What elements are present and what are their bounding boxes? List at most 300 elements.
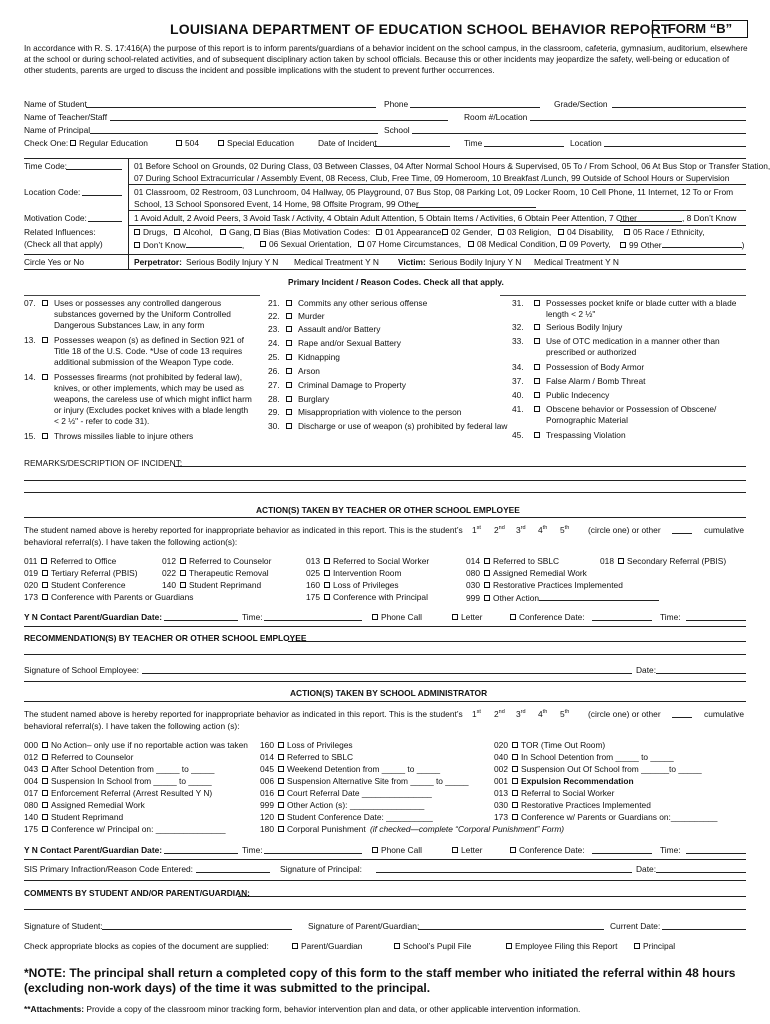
attachments-label: **Attachments: xyxy=(24,1004,85,1014)
copy-parent-checkbox[interactable] xyxy=(292,943,298,949)
incident-checkbox[interactable] xyxy=(534,324,540,330)
teacher-time-input[interactable] xyxy=(264,612,362,621)
action-label: Enforcement Referral (Arrest Resulted Y N) xyxy=(50,788,213,798)
action-checkbox[interactable] xyxy=(42,778,48,784)
grade-label: Grade/Section xyxy=(554,99,608,109)
incident-24 xyxy=(268,338,510,349)
teacher-letter-label: Letter xyxy=(461,612,483,622)
incident-text: Kidnapping xyxy=(298,352,340,362)
action-label: Secondary Referral (PBIS) xyxy=(626,556,727,566)
action-label: Tertiary Referral (PBIS) xyxy=(50,568,138,578)
ordinal-2[interactable]: 2nd xyxy=(494,525,505,535)
action-checkbox[interactable] xyxy=(42,790,48,796)
principal-date-input[interactable] xyxy=(656,864,746,873)
action-label: Suspension Alternative Site from _____ to _____ xyxy=(286,776,469,786)
principal-signature-label: Signature of Principal: xyxy=(280,864,362,874)
admin-action-140 xyxy=(24,812,123,823)
recommendations-input[interactable] xyxy=(288,633,746,642)
teacher-conf-checkbox[interactable] xyxy=(510,614,516,620)
teacher-input[interactable] xyxy=(110,112,448,121)
teacher-letter-checkbox[interactable] xyxy=(452,614,458,620)
ordinal-4[interactable]: 4th xyxy=(538,525,548,535)
primary-header: Primary Incident / Reason Codes. Check all that apply. xyxy=(288,277,504,287)
action-code: 001 xyxy=(494,776,508,786)
incident-text: Possession of Body Armor xyxy=(546,362,645,372)
circle-label: Circle Yes or No xyxy=(24,257,85,267)
admin-action-173 xyxy=(494,812,717,823)
parent-signature-label: Signature of Parent/Guardian: xyxy=(308,921,420,931)
incident-code: 31. xyxy=(512,298,524,308)
action-label: Court Referral Date _______________ xyxy=(286,788,432,798)
teacher-action-018 xyxy=(600,556,726,567)
home-checkbox[interactable] xyxy=(358,241,364,247)
action-code: 002 xyxy=(494,764,508,774)
action-code: 016 xyxy=(260,788,274,798)
admin-action-040 xyxy=(494,752,674,763)
action-code: 013 xyxy=(494,788,508,798)
remarks-input[interactable] xyxy=(174,458,746,467)
action-checkbox[interactable] xyxy=(618,558,624,564)
religion-label: 03 Religion, xyxy=(507,227,552,237)
incident-checkbox[interactable] xyxy=(42,300,48,306)
incident-text: Public Indecency xyxy=(546,390,610,400)
special-label: Special Education xyxy=(227,138,295,148)
action-code: 019 xyxy=(24,568,38,578)
admin-ordinal-3[interactable]: 3rd xyxy=(516,709,526,719)
action-label: Referred to SBLC xyxy=(286,752,354,762)
action-checkbox[interactable] xyxy=(278,802,284,808)
action-checkbox[interactable] xyxy=(42,594,48,600)
incident-28 xyxy=(268,394,510,405)
action-code: 030 xyxy=(466,580,480,590)
other-action-input[interactable] xyxy=(539,592,659,601)
time-code-input[interactable] xyxy=(66,161,122,170)
action-checkbox[interactable] xyxy=(484,570,490,576)
incident-40 xyxy=(512,390,750,401)
action-checkbox[interactable] xyxy=(42,766,48,772)
admin-time2-input[interactable] xyxy=(686,845,746,854)
incident-checkbox[interactable] xyxy=(534,378,540,384)
incident-26 xyxy=(268,366,510,377)
incident-text: Murder xyxy=(298,311,325,321)
admin-contact-label: Y N Contact Parent/Guardian Date: xyxy=(24,845,163,855)
motivation-other-input[interactable] xyxy=(620,213,682,222)
time-input[interactable] xyxy=(484,138,564,147)
incident-34 xyxy=(512,362,750,373)
action-code: 030 xyxy=(494,800,508,810)
current-date-label: Current Date: xyxy=(610,921,661,931)
phone-label: Phone xyxy=(384,99,409,109)
action-checkbox[interactable] xyxy=(278,766,284,772)
admin-phone-checkbox[interactable] xyxy=(372,847,378,853)
incident-checkbox[interactable] xyxy=(534,432,540,438)
incident-checkbox[interactable] xyxy=(286,300,292,306)
incident-checkbox[interactable] xyxy=(286,382,292,388)
incident-checkbox[interactable] xyxy=(534,364,540,370)
teacher-time2-input[interactable] xyxy=(686,612,746,621)
admin-time-input[interactable] xyxy=(264,845,362,854)
copy-principal-label: Principal xyxy=(643,941,676,951)
action-label: Other Action xyxy=(492,593,540,603)
incident-code: 21. xyxy=(268,298,280,308)
incident-code: 45. xyxy=(512,430,524,440)
other-influence-input[interactable] xyxy=(662,239,742,248)
location-other-input[interactable] xyxy=(416,199,536,208)
action-checkbox[interactable] xyxy=(512,814,518,820)
incident-code: 23. xyxy=(268,324,280,334)
copy-principal-checkbox[interactable] xyxy=(634,943,640,949)
admin-cumulative: cumulative xyxy=(704,709,745,719)
action-label: Conference w/ Principal on: _______________ xyxy=(50,824,226,834)
date-incident-input[interactable] xyxy=(374,138,450,147)
incident-checkbox[interactable] xyxy=(286,340,292,346)
action-code: 040 xyxy=(494,752,508,762)
check-one-label: Check One: xyxy=(24,138,69,148)
504-label: 504 xyxy=(185,138,199,148)
action-label: Loss of Privileges xyxy=(332,580,399,590)
religion-checkbox[interactable] xyxy=(498,229,504,235)
admin-intro-1: The student named above is hereby reported for inappropriate behavior as indicated in this report. This is the student’s xyxy=(24,709,463,719)
drugs-label: Drugs, xyxy=(143,227,168,237)
room-input[interactable] xyxy=(530,112,746,121)
action-label: Loss of Privileges xyxy=(286,740,353,750)
teacher-action-080 xyxy=(466,568,587,579)
sis-input[interactable] xyxy=(196,864,270,873)
remarks-label: REMARKS/DESCRIPTION OF INCIDENT: xyxy=(24,458,183,468)
gang-checkbox[interactable] xyxy=(220,229,226,235)
poverty-checkbox[interactable] xyxy=(560,241,566,247)
action-code: 043 xyxy=(24,764,38,774)
action-label: Conference w/ Parents or Guardians on:__________ xyxy=(520,812,718,822)
appearance-checkbox[interactable] xyxy=(376,229,382,235)
bias-checkbox[interactable] xyxy=(254,229,260,235)
admin-conf-checkbox[interactable] xyxy=(510,847,516,853)
action-label: Conference with Principal xyxy=(332,592,428,602)
incident-code: 33. xyxy=(512,336,524,346)
action-code: 020 xyxy=(494,740,508,750)
action-code: 014 xyxy=(260,752,274,762)
action-checkbox[interactable] xyxy=(324,570,330,576)
admin-action-999 xyxy=(260,800,424,811)
incident-text: Discharge or use of weapon (s) prohibited by federal law xyxy=(298,421,508,431)
incident-code: 26. xyxy=(268,366,280,376)
incident-30 xyxy=(268,421,510,432)
action-checkbox[interactable] xyxy=(324,582,330,588)
teacher-phone-label: Phone Call xyxy=(381,612,422,622)
action-checkbox[interactable] xyxy=(484,558,490,564)
incident-22 xyxy=(268,311,510,322)
teacher-action-011 xyxy=(24,556,116,567)
dont-know-input[interactable] xyxy=(186,239,242,248)
student-name-input[interactable] xyxy=(86,99,376,108)
grade-input[interactable] xyxy=(612,99,746,108)
incident-checkbox[interactable] xyxy=(534,392,540,398)
student-signature-input[interactable] xyxy=(102,921,292,930)
incident-code: 30. xyxy=(268,421,280,431)
principal-label: Name of Principal xyxy=(24,125,91,135)
ordinal-1[interactable]: 1st xyxy=(472,525,481,535)
action-label: Referral to Social Worker xyxy=(520,788,615,798)
incident-27 xyxy=(268,380,510,391)
action-label: Suspension Out Of School from ______to _____ xyxy=(520,764,702,774)
teacher-intro-2: behavioral referral(s). I have taken the following action(s): xyxy=(24,537,238,547)
incident-checkbox[interactable] xyxy=(286,409,292,415)
action-label: Referred to Office xyxy=(50,556,117,566)
incident-07 xyxy=(24,298,256,331)
action-checkbox[interactable] xyxy=(324,594,330,600)
admin-ordinal-1[interactable]: 1st xyxy=(472,709,481,719)
action-label: Suspension In School from _____ to _____ xyxy=(50,776,212,786)
other-influence-checkbox[interactable] xyxy=(620,242,626,248)
location-code-label: Location Code: xyxy=(24,187,81,197)
medical-checkbox[interactable] xyxy=(468,241,474,247)
teacher-action-020 xyxy=(24,580,125,591)
admin-intro-2: behavioral referral(s). I have taken the following action (s): xyxy=(24,721,240,731)
race-label: 05 Race / Ethnicity, xyxy=(633,227,705,237)
perp-mt[interactable]: Medical Treatment Y N xyxy=(294,257,379,267)
incident-32 xyxy=(512,322,750,333)
location-codes-line2: School, 13 School Sponsored Event, 14 Home, 98 Offsite Program, 99 Other xyxy=(134,199,419,209)
incident-text: Possesses firearms (not prohibited by federal law), knives, or other implements, which may be used as weapons, the careless use of which might inflict harm or injury (Excludes pocket knives with a blade length < 2 ½" - refer to code 31). xyxy=(54,372,252,426)
incident-21 xyxy=(268,298,510,309)
action-checkbox[interactable] xyxy=(512,778,518,784)
victim-mt[interactable]: Medical Treatment Y N xyxy=(534,257,619,267)
employee-date-input[interactable] xyxy=(656,665,746,674)
action-label: Student Conference xyxy=(50,580,126,590)
incident-text: Arson xyxy=(298,366,320,376)
action-code: 999 xyxy=(466,593,480,603)
admin-section-header: ACTION(S) TAKEN BY SCHOOL ADMINISTRATOR xyxy=(290,688,488,698)
teacher-action-999 xyxy=(466,592,659,604)
action-checkbox[interactable] xyxy=(180,558,186,564)
date-incident-label: Date of Incident xyxy=(318,138,377,148)
incident-checkbox[interactable] xyxy=(286,396,292,402)
incident-code: 07. xyxy=(24,298,36,308)
action-label: Weekend Detention from _____ to _____ xyxy=(286,764,441,774)
incident-checkbox[interactable] xyxy=(42,374,48,380)
incident-checkbox[interactable] xyxy=(534,300,540,306)
action-checkbox[interactable] xyxy=(42,754,48,760)
incident-checkbox[interactable] xyxy=(286,368,292,374)
action-code: 020 xyxy=(24,580,38,590)
comments-input[interactable] xyxy=(238,888,746,897)
comments-label: COMMENTS BY STUDENT AND/OR PARENT/GUARDIAN: xyxy=(24,888,250,898)
action-code: 011 xyxy=(24,556,38,566)
school-input[interactable] xyxy=(412,125,746,134)
copy-employee-checkbox[interactable] xyxy=(506,943,512,949)
action-checkbox[interactable] xyxy=(512,802,518,808)
action-checkbox[interactable] xyxy=(41,558,47,564)
orientation-checkbox[interactable] xyxy=(260,241,266,247)
admin-other-count[interactable] xyxy=(672,709,692,718)
action-label: Expulsion Recommendation xyxy=(520,776,634,786)
cumulative-label: cumulative xyxy=(704,525,745,535)
teacher-time2-label: Time: xyxy=(660,612,681,622)
regular-checkbox[interactable] xyxy=(70,140,76,146)
current-date-input[interactable] xyxy=(662,921,746,930)
teacher-action-173 xyxy=(24,592,193,603)
home-label: 07 Home Circumstances, xyxy=(367,239,462,249)
action-checkbox[interactable] xyxy=(484,582,490,588)
ordinal-5[interactable]: 5th xyxy=(560,525,570,535)
alcohol-checkbox[interactable] xyxy=(174,229,180,235)
action-checkbox[interactable] xyxy=(512,766,518,772)
student-signature-label: Signature of Student: xyxy=(24,921,103,931)
incident-45 xyxy=(512,430,750,441)
teacher-conf-label: Conference Date: xyxy=(519,612,585,622)
location-codes-line1: 01 Classroom, 02 Restroom, 03 Lunchroom, 04 Hallway, 05 Playground, 07 Bus Stop, 08 Parking Lot, 09 Locker Room, 10 Cell Phone, 11 Internet, 12 To or From xyxy=(134,187,734,197)
incident-code: 29. xyxy=(268,407,280,417)
admin-ordinal-2[interactable]: 2nd xyxy=(494,709,505,719)
alcohol-label: Alcohol, xyxy=(183,227,213,237)
special-checkbox[interactable] xyxy=(218,140,224,146)
drugs-checkbox[interactable] xyxy=(134,229,140,235)
admin-action-017 xyxy=(24,788,212,799)
copy-pupil-file-checkbox[interactable] xyxy=(394,943,400,949)
action-checkbox[interactable] xyxy=(42,802,48,808)
action-checkbox[interactable] xyxy=(278,790,284,796)
admin-action-002 xyxy=(494,764,702,775)
time-codes-line1: 01 Before School on Grounds, 02 During Class, 03 Between Classes, 04 After Normal School Hours & Supervised, 05 To / From School, 06 At Bus Stop or Transfer Station, xyxy=(134,161,770,171)
action-checkbox[interactable] xyxy=(484,595,490,601)
admin-ordinal-4[interactable]: 4th xyxy=(538,709,548,719)
incident-checkbox[interactable] xyxy=(42,337,48,343)
close-paren: ) xyxy=(741,240,745,250)
dont-know-label: Don’t Know xyxy=(143,240,186,250)
race-checkbox[interactable] xyxy=(624,229,630,235)
admin-action-180 xyxy=(260,824,366,835)
incident-checkbox[interactable] xyxy=(286,354,292,360)
504-checkbox[interactable] xyxy=(176,140,182,146)
teacher-action-140 xyxy=(162,580,261,591)
admin-action-001 xyxy=(494,776,634,787)
phone-input[interactable] xyxy=(410,99,540,108)
incident-text: Assault and/or Battery xyxy=(298,324,381,334)
action-label: Other Action (s): ________________ xyxy=(286,800,425,810)
incident-text: Commits any other serious offense xyxy=(298,298,428,308)
action-checkbox[interactable] xyxy=(42,742,48,748)
disability-label: 04 Disability, xyxy=(567,227,614,237)
incident-text: Throws missiles liable to injure others xyxy=(54,431,194,441)
principal-input[interactable] xyxy=(90,125,378,134)
admin-letter-checkbox[interactable] xyxy=(452,847,458,853)
other-count-input[interactable] xyxy=(672,525,692,534)
copy-employee-label: Employee Filing this Report xyxy=(515,941,618,951)
admin-conf-date[interactable] xyxy=(592,845,652,854)
action-label: Intervention Room xyxy=(332,568,402,578)
admin-time-label: Time: xyxy=(242,845,263,855)
dont-know-checkbox[interactable] xyxy=(134,242,140,248)
incident-text: Criminal Damage to Property xyxy=(298,380,406,390)
poverty-label: 09 Poverty, xyxy=(569,239,611,249)
action-checkbox[interactable] xyxy=(512,790,518,796)
action-checkbox[interactable] xyxy=(42,570,48,576)
action-code: 017 xyxy=(24,788,38,798)
action-code: 025 xyxy=(306,568,320,578)
incident-29 xyxy=(268,407,510,418)
action-checkbox[interactable] xyxy=(324,558,330,564)
action-checkbox[interactable] xyxy=(278,814,284,820)
gang-label: Gang, xyxy=(229,227,252,237)
incident-code: 25. xyxy=(268,352,280,362)
orientation-label: 06 Sexual Orientation, xyxy=(269,239,352,249)
admin-action-012 xyxy=(24,752,133,763)
gender-checkbox[interactable] xyxy=(442,229,448,235)
admin-contact-date[interactable] xyxy=(164,845,238,854)
admin-conf-label: Conference Date: xyxy=(519,845,585,855)
action-checkbox[interactable] xyxy=(42,582,48,588)
action-checkbox[interactable] xyxy=(512,754,518,760)
motivation-code-label: Motivation Code: xyxy=(24,213,87,223)
incident-checkbox[interactable] xyxy=(286,423,292,429)
incident-text: Possesses pocket knife or blade cutter with a blade length < 2 ½" xyxy=(546,298,737,319)
gender-label: 02 Gender, xyxy=(451,227,493,237)
action-label: Referred to Counselor xyxy=(188,556,272,566)
action-checkbox[interactable] xyxy=(180,570,186,576)
action-label: Assigned Remedial Work xyxy=(492,568,587,578)
incident-checkbox[interactable] xyxy=(534,406,540,412)
incident-code: 13. xyxy=(24,335,36,345)
teacher-contact-date[interactable] xyxy=(164,612,238,621)
action-checkbox[interactable] xyxy=(180,582,186,588)
action-checkbox[interactable] xyxy=(278,778,284,784)
admin-action-020 xyxy=(494,740,605,751)
admin-ordinal-5[interactable]: 5th xyxy=(560,709,570,719)
incident-text: Serious Bodily Injury xyxy=(546,322,623,332)
action-label: Referred to Counselor xyxy=(50,752,134,762)
teacher-action-175 xyxy=(306,592,428,603)
teacher-action-022 xyxy=(162,568,269,579)
incident-checkbox[interactable] xyxy=(534,338,540,344)
employee-signature-input[interactable] xyxy=(142,665,632,674)
admin-action-175 xyxy=(24,824,226,835)
influences-sublabel: (Check all that apply) xyxy=(24,239,103,249)
teacher-phone-checkbox[interactable] xyxy=(372,614,378,620)
incident-checkbox[interactable] xyxy=(286,313,292,319)
action-code: 012 xyxy=(24,752,38,762)
incident-41 xyxy=(512,404,750,426)
perp-sbi[interactable]: Serious Bodily Injury Y N xyxy=(186,257,279,267)
other-influence-label: 99 Other xyxy=(629,240,662,250)
disability-checkbox[interactable] xyxy=(558,229,564,235)
ordinal-3[interactable]: 3rd xyxy=(516,525,526,535)
action-code: 120 xyxy=(260,812,274,822)
action-checkbox[interactable] xyxy=(278,754,284,760)
action-code: 160 xyxy=(260,740,274,750)
action-checkbox[interactable] xyxy=(512,742,518,748)
location-code-input[interactable] xyxy=(82,187,122,196)
action-checkbox[interactable] xyxy=(42,826,48,832)
action-checkbox[interactable] xyxy=(278,826,284,832)
action-checkbox[interactable] xyxy=(42,814,48,820)
principal-signature-input[interactable] xyxy=(376,864,632,873)
parent-signature-input[interactable] xyxy=(418,921,604,930)
action-code: 140 xyxy=(162,580,176,590)
action-code: 022 xyxy=(162,568,176,578)
admin-action-004 xyxy=(24,776,212,787)
victim-sbi[interactable]: Serious Bodily Injury Y N xyxy=(429,257,522,267)
incident-checkbox[interactable] xyxy=(42,433,48,439)
incident-code: 34. xyxy=(512,362,524,372)
incident-checkbox[interactable] xyxy=(286,326,292,332)
incident-text: False Alarm / Bomb Threat xyxy=(546,376,646,386)
action-checkbox[interactable] xyxy=(278,742,284,748)
motivation-code-input[interactable] xyxy=(88,213,122,222)
teacher-conf-date[interactable] xyxy=(592,612,652,621)
location-input[interactable] xyxy=(604,138,746,147)
action-label: TOR (Time Out Room) xyxy=(520,740,606,750)
attachments-text: Provide a copy of the classroom minor tracking form, behavior intervention plan and data, or other applicable intervention information. xyxy=(86,1004,581,1014)
